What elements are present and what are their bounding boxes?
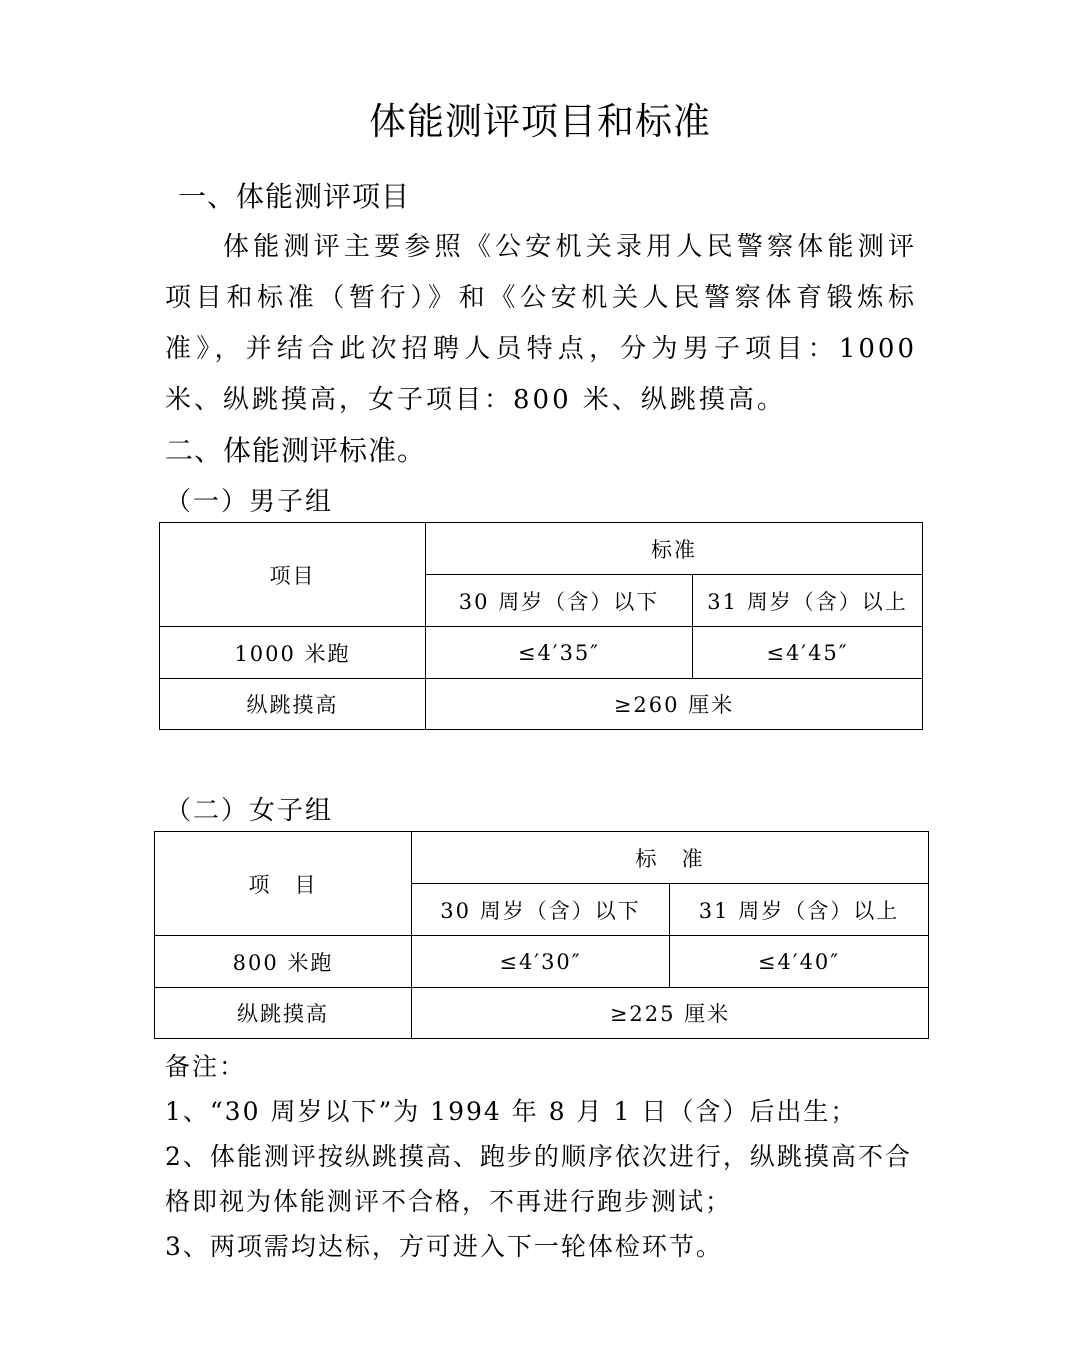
row-item-cell: 800 米跑 [155, 936, 412, 988]
table-row [160, 679, 923, 730]
header-standard-cell: 标准 [426, 523, 923, 575]
female-standards-table [154, 831, 929, 1039]
note-item: 2、体能测评按纵跳摸高、跑步的顺序依次进行，纵跳摸高不合格即视为体能测评不合格，不再进行跑步测试； [165, 1142, 912, 1216]
table-row [155, 988, 929, 1039]
row-item-cell: 纵跳摸高 [160, 679, 426, 730]
row-value-cell: ≤4′30″ [412, 936, 670, 988]
notes-label: 备注： [165, 1052, 247, 1081]
header-age-under-30: 30 周岁（含）以下 [426, 575, 693, 627]
row-merged-value-cell: ≥225 厘米 [412, 988, 929, 1039]
header-standard-cell: 标 准 [412, 832, 929, 884]
row-item-cell: 1000 米跑 [160, 627, 426, 679]
row-value-cell: ≤4′35″ [426, 627, 693, 679]
header-age-over-31: 31 周岁（含）以上 [693, 575, 923, 627]
section-paragraph [165, 222, 917, 426]
page-title: 体能测评项目和标准 [369, 100, 711, 143]
intro-paragraph: 体能测评主要参照《公安机关录用人民警察体能测评项目和标准（暂行）》和《公安机关人民警察体育锻炼标准》，并结合此次招聘人员特点，分为男子项目：1000 米、纵跳摸高，女子项目：800 米、纵跳摸高。 [165, 232, 917, 415]
row-value-cell: ≤4′40″ [670, 936, 929, 988]
row-merged-value-cell: ≥260 厘米 [426, 679, 923, 730]
note-item: 3、两项需均达标，方可进入下一轮体检环节。 [165, 1232, 723, 1261]
row-value-cell: ≤4′45″ [693, 627, 923, 679]
header-age-under-30: 30 周岁（含）以下 [412, 884, 670, 936]
table-row [155, 936, 929, 988]
section-heading-items: 一、体能测评项目 [178, 180, 411, 213]
male-group-caption: （一）男子组 [165, 487, 334, 517]
row-item-cell: 纵跳摸高 [155, 988, 412, 1039]
header-item-cell: 项目 [160, 523, 426, 627]
female-group-caption: （二）女子组 [165, 796, 334, 826]
male-standards-table [159, 522, 923, 730]
note-item: 1、“30 周岁以下”为 1994 年 8 月 1 日（含）后出生； [165, 1097, 858, 1126]
header-age-over-31: 31 周岁（含）以上 [670, 884, 929, 936]
table-row [160, 627, 923, 679]
header-item-cell: 项 目 [155, 832, 412, 936]
section-heading-standards: 二、体能测评标准。 [165, 434, 427, 467]
notes-block [165, 1044, 925, 1269]
